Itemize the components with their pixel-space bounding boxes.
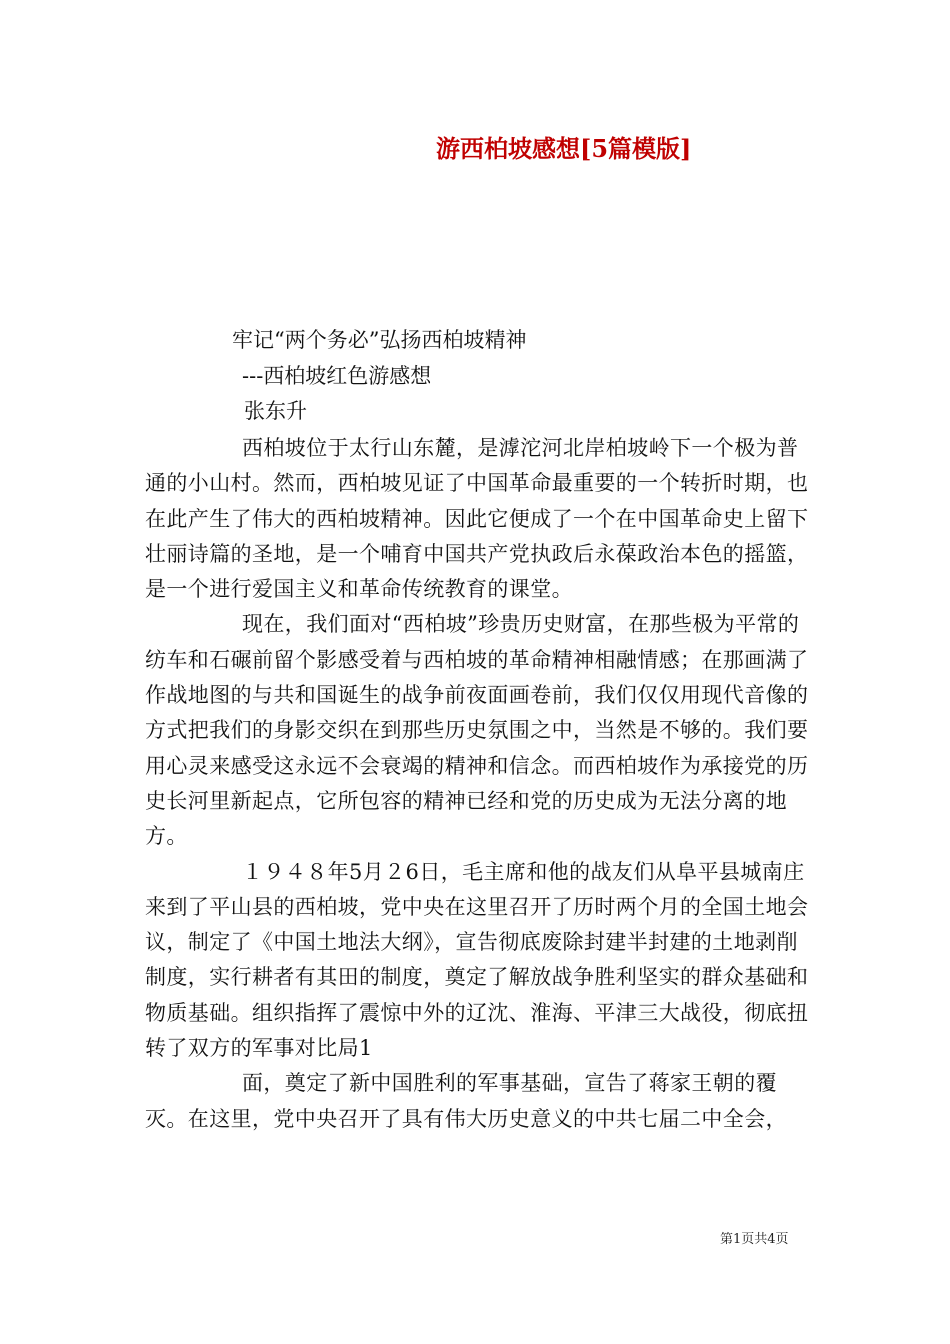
page-number-footer: 第1页共4页 — [720, 1232, 789, 1247]
article-subheading: ---西柏坡红色游感想 — [242, 364, 432, 388]
paragraph-3: １９４８年5月２6日，毛主席和他的战友们从阜平县城南庄来到了平山县的西柏坡，党中央在这里召开了历时两个月的全国土地会议，制定了《中国土地法大纲》，宣告彻底废除封建半封建的土地剥削制度，实行耕者有其田的制度，奠定了解放战争胜利坚实的群众基础和物质基础。组织指挥了震惊中外的辽沈、淮海、平津三大战役，彻底扭转了双方的军事对比局1 — [145, 859, 809, 1061]
article-subtitle: 牢记“两个务必”弘扬西柏坡精神 — [232, 328, 527, 352]
paragraph-1: 西柏坡位于太行山东麓，是滹沱河北岸柏坡岭下一个极为普通的小山村。然而，西柏坡见证了中国革命最重要的一个转折时期，也在此产生了伟大的西柏坡精神。因此它便成了一个在中国革命史上留下壮丽诗篇的圣地，是一个哺育中国共产党执政后永葆政治本色的摇篮，是一个进行爱国主义和革命传统教育的课堂。 — [145, 436, 809, 602]
article-body — [145, 431, 813, 1137]
paragraph-2: 现在，我们面对“西柏坡”珍贵历史财富，在那些极为平常的纺车和石碾前留个影感受着与西柏坡的革命精神相融情感；在那画满了作战地图的与共和国诞生的战争前夜面画卷前，我们仅仅用现代音像的方式把我们的身影交织在到那些历史氛围之中，当然是不够的。我们要用心灵来感受这永远不会衰竭的精神和信念。而西柏坡作为承接党的历史长河里新起点，它所包容的精神已经和党的历史成为无法分离的地方。 — [145, 612, 809, 849]
paragraph-4: 面，奠定了新中国胜利的军事基础，宣告了蒋家王朝的覆灭。在这里，党中央召开了具有伟大历史意义的中共七届二中全会， — [145, 1071, 787, 1131]
document-title: 游西柏坡感想[5篇模版] — [436, 134, 692, 163]
article-author: 张东升 — [244, 399, 307, 423]
